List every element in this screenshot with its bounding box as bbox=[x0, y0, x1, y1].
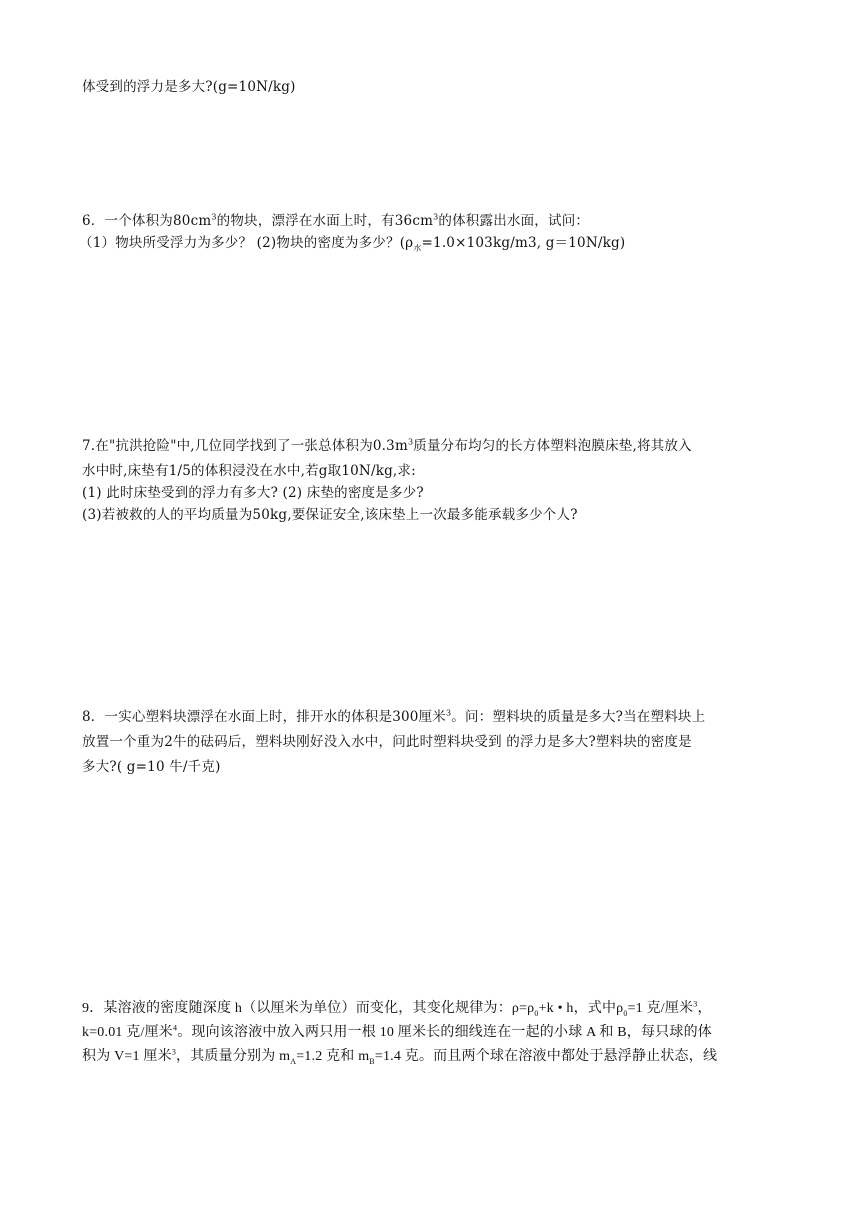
q9-text-g: 积为 V=1 厘米 bbox=[82, 1049, 172, 1064]
q7-line-3: (1) 此时床垫受到的浮力有多大? (2) 床垫的密度是多少? bbox=[82, 485, 424, 501]
q6-text-d: （1）物块所受浮力为多少？ (2)物块的密度为多少？(ρ bbox=[79, 235, 414, 251]
q7-sup-1: 3 bbox=[407, 437, 414, 447]
q7-line-1 bbox=[82, 437, 692, 455]
q9-line-2 bbox=[82, 1024, 712, 1042]
q6-line-1 bbox=[82, 212, 589, 230]
q9-text-a: 9．某溶液的密度随深度 h（以厘米为单位）而变化，其变化规律为：ρ=ρ bbox=[82, 1001, 535, 1016]
q9-text-f: 。现向该溶液中放入两只用一根 10 厘米长的细线连在一起的小球 A 和 B，每只球的体 bbox=[177, 1025, 712, 1040]
q6-sup-1: 3 bbox=[211, 212, 217, 222]
q9-text-j: =1.4 克。而且两个球在溶液中都处于悬浮静止状态，线 bbox=[374, 1049, 718, 1064]
q7-text-b: 质量分布均匀的长方体塑料泡膜床垫,将其放入 bbox=[413, 438, 692, 454]
q9-line-1 bbox=[82, 1000, 712, 1018]
q9-sub-1: 0 bbox=[534, 1008, 539, 1018]
q9-sub-4: B bbox=[369, 1056, 375, 1066]
q6-text-b: 的物块，漂浮在水面上时，有36cm bbox=[216, 213, 434, 229]
q7-line-2: 水中时,床垫有1/5的体积浸没在水中,若g取10N/kg,求: bbox=[82, 463, 416, 479]
q6-line-2 bbox=[79, 234, 625, 252]
q9-text-h: ，其质量分别为 m bbox=[176, 1049, 291, 1064]
q9-text-c: =1 克/厘米 bbox=[627, 1001, 694, 1016]
q9-sup-1: 3 bbox=[693, 999, 698, 1009]
q8-line-2: 放置一个重为2牛的砝码后，塑料块刚好没入水中，问此时塑料块受到 的浮力是多大?塑料块的密度是 bbox=[82, 734, 692, 750]
q7-text-a: 7.在"抗洪抢险"中,几位同学找到了一张总体积为0.3m bbox=[82, 438, 408, 454]
q9-text-b: +k • h，式中ρ bbox=[538, 1001, 624, 1016]
q8-text-b: 。问：塑料块的质量是多大?当在塑料块上 bbox=[451, 709, 706, 725]
q9-sup-3: 3 bbox=[171, 1047, 177, 1057]
q9-text-e: k=0.01 克/厘米 bbox=[82, 1025, 173, 1040]
q9-sub-3: A bbox=[290, 1056, 297, 1066]
q8-sup-1: 3 bbox=[445, 708, 452, 718]
q6-text-c: 的体积露出水面，试问： bbox=[438, 213, 590, 229]
q5-line-1: 体受到的浮力是多大?(g=10N/kg) bbox=[82, 79, 296, 95]
q6-sup-2: 3 bbox=[433, 212, 439, 222]
q9-sub-2: 0 bbox=[623, 1008, 628, 1018]
q9-sup-2: 4 bbox=[173, 1023, 178, 1033]
q6-text-a: 6．一个体积为80cm bbox=[82, 213, 212, 229]
q8-text-a: 8．一实心塑料块漂浮在水面上时，排开水的体积是300厘米 bbox=[82, 709, 446, 725]
q9-line-3 bbox=[82, 1048, 717, 1066]
q6-sub-1: 水 bbox=[413, 243, 422, 253]
q6-text-e: =1.0×103kg/m3, g＝10N/kg) bbox=[421, 235, 626, 251]
q7-line-4: (3)若被救的人的平均质量为50kg,要保证安全,该床垫上一次最多能承载多少个人? bbox=[82, 507, 578, 523]
q8-line-1 bbox=[82, 708, 705, 726]
q9-text-d: ， bbox=[697, 1001, 712, 1016]
q8-line-3: 多大?( g=10 牛/千克) bbox=[82, 759, 221, 775]
q9-text-i: =1.2 克和 m bbox=[296, 1049, 370, 1064]
